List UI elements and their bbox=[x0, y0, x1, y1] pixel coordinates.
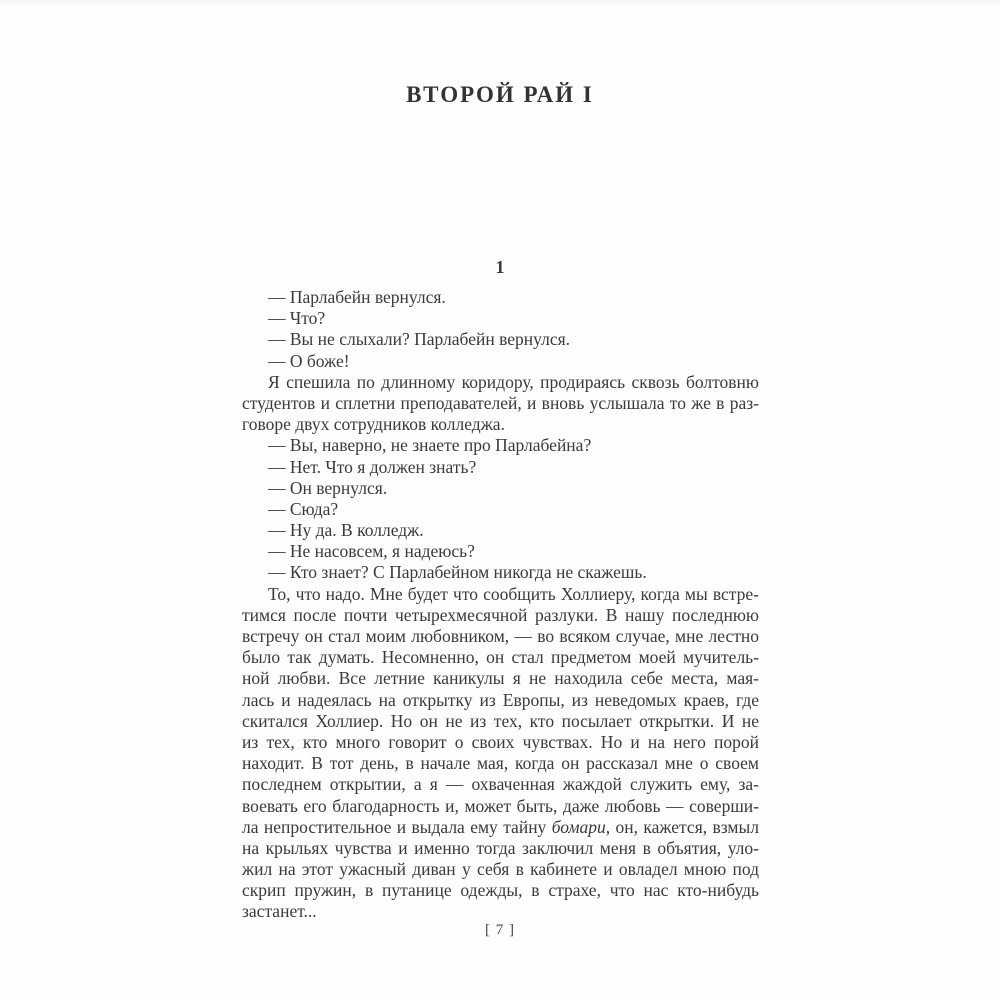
text-line: из тех, кто много говорит о своих чувствах. Но и на него порой bbox=[242, 731, 759, 752]
text-line: последнем открытии, а я — охваченная жаждой служить ему, за- bbox=[242, 774, 759, 795]
text-line: — Парлабейн вернулся. bbox=[268, 287, 446, 307]
text-line: лась и надеялась на открытку из Европы, из неведомых краев, где bbox=[242, 689, 759, 710]
text-line: — Нет. Что я должен знать? bbox=[268, 456, 477, 477]
text-line: скитался Холлиер. Но он не из тех, кто посылает открытки. И не bbox=[242, 710, 759, 731]
text-line: жил на этот ужасный диван у себя в кабинете и овладел мною под bbox=[242, 859, 759, 880]
text-line: говоре двух сотрудников колледжа. bbox=[242, 414, 505, 435]
body-text bbox=[242, 287, 759, 923]
text-line: студентов и сплетни преподавателей, и вновь услышала то же в раз- bbox=[242, 392, 759, 413]
text-line: Я спешила по длинному коридору, продираясь сквозь болтовню bbox=[268, 371, 759, 392]
text-span: , он, кажется, взмыл bbox=[605, 816, 759, 837]
text-line: скрип пружин, в путанице одежды, в страхе, что нас кто-нибудь bbox=[242, 880, 759, 901]
text-line: находит. В тот день, в начале мая, когда он рассказал мне о своем bbox=[242, 753, 759, 774]
text-line: встречу он стал моим любовником, — во всяком случае, мне лестно bbox=[242, 626, 759, 646]
text-line: на крыльях чувства и именно тогда заключил меня в объятия, уло- bbox=[242, 837, 759, 858]
italic-term: бомари bbox=[551, 816, 606, 837]
text-line: — Вы, наверно, не знаете про Парлабейна? bbox=[268, 435, 592, 456]
text-line: тимся после почти четырехмесячной разлуки. В нашу последнюю bbox=[242, 604, 759, 625]
text-line: воевать его благодарность и, может быть, даже любовь — соверши- bbox=[242, 795, 759, 816]
chapter-title: ВТОРОЙ РАЙ I bbox=[406, 82, 594, 107]
text-line: — Он вернулся. bbox=[268, 477, 388, 498]
text-line: — О боже! bbox=[268, 350, 350, 371]
text-line: То, что надо. Мне будет что сообщить Холлиеру, когда мы встре- bbox=[268, 583, 759, 604]
page-number: [ 7 ] bbox=[485, 922, 515, 938]
text-line: — Кто знает? С Парлабейном никогда не скажешь. bbox=[268, 562, 647, 583]
text-line: — Ну да. В колледж. bbox=[268, 520, 424, 541]
text-line: ной любви. Все летние каникулы я не находила себе места, мая- bbox=[242, 668, 759, 689]
section-number: 1 bbox=[495, 257, 505, 277]
text-line bbox=[242, 817, 759, 838]
text-line: застанет... bbox=[242, 901, 317, 922]
text-line: — Не насовсем, я надеюсь? bbox=[268, 541, 475, 562]
text-line: — Что? bbox=[268, 308, 326, 329]
text-span: ла непростительное и выдала ему тайну bbox=[242, 816, 552, 837]
text-line: — Вы не слыхали? Парлабейн вернулся. bbox=[268, 329, 571, 350]
text-line: — Сюда? bbox=[268, 498, 339, 519]
text-line: было так думать. Несомненно, он стал предметом моей мучитель- bbox=[242, 647, 759, 668]
